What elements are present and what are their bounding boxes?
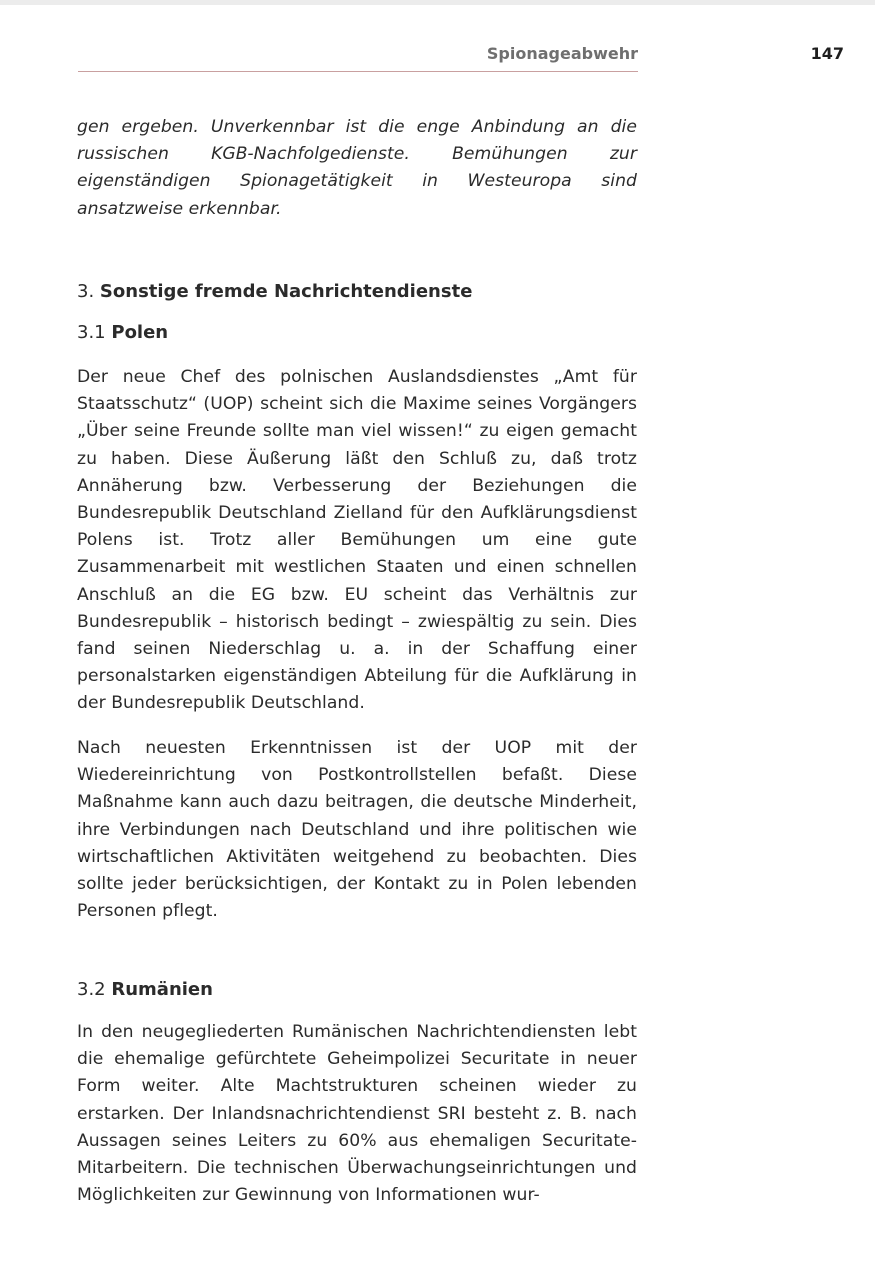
section-3-1-title: Polen xyxy=(111,322,169,343)
section-3-1-heading xyxy=(77,320,637,346)
section-3-1-paragraph-2: Nach neuesten Erkenntnissen ist der UOP mit der Wiedereinrichtung von Postkontrollstellen befaßt. Diese Maßnahme kann auch dazu beitragen, die deutsche Minderheit, ihre Verbindungen nach Deutschland und ihre politischen wie wirtschaftlichen Aktivitäten weitgehend zu beobachten. Dies sollte jeder berücksichtigen, der Kontakt zu in Polen lebenden Personen pflegt. xyxy=(77,738,637,922)
section-3-2-paragraph-block xyxy=(77,1019,637,1209)
section-3-1-heading-block xyxy=(77,320,637,346)
section-3-1-paragraph-2-block xyxy=(77,735,637,925)
intro-paragraph xyxy=(77,114,637,223)
section-3-title: Sonstige fremde Nachrichtendienste xyxy=(99,281,473,302)
section-3-1-paragraph-1-block xyxy=(77,364,637,718)
scan-top-edge xyxy=(0,0,875,5)
continuation-text: gen ergeben. Unverkennbar ist die enge Anbindung an die russischen KGB-Nachfolgedienste. Bemühungen zur eigenständigen Spionagetätigkeit in Westeuropa sind ansatzweise erkennbar. xyxy=(77,117,637,219)
section-3-2-number: 3.2 xyxy=(77,979,106,1000)
page-number: 147 xyxy=(810,44,844,63)
intro-block xyxy=(77,114,637,223)
section-3-2-heading-block xyxy=(77,977,637,1003)
section-3-heading-block xyxy=(77,279,637,305)
section-3-heading xyxy=(77,279,637,305)
section-3-2-title: Rumänien xyxy=(111,979,213,1000)
running-header-section-title: Spionageabwehr xyxy=(486,44,638,63)
header-rule xyxy=(78,71,638,72)
section-3-2-paragraph: In den neugegliederten Rumänischen Nachrichtendiensten lebt die ehemalige gefürchtete Geheimpolizei Securitate in neuer Form weiter. Alte Machtstrukturen scheinen wieder zu erstarken. Der Inlandsnachrichtendienst SRI besteht z. B. nach Aussagen seines Leiters zu 60% aus ehemaligen Securitate-Mitarbeitern. Die technischen Überwachungseinrichtungen und Möglichkeiten zur Gewinnung von Informationen wur- xyxy=(77,1022,637,1206)
running-header xyxy=(78,44,848,68)
section-3-1-number: 3.1 xyxy=(77,322,106,343)
section-3-number: 3. xyxy=(77,281,95,302)
section-3-1-paragraph-1: Der neue Chef des polnischen Auslandsdienstes „Amt für Staatsschutz“ (UOP) scheint sich die Maxime seines Vorgängers „Über seine Freunde sollte man viel wissen!“ zu eigen gemacht zu haben. Diese Äußerung läßt den Schluß zu, daß trotz Annäherung bzw. Verbesserung der Beziehungen die Bundesrepublik Deutschland Zielland für den Aufklärungsdienst Polens ist. Trotz aller Bemühungen um eine gute Zusammenarbeit mit westlichen Staaten und einen schnellen Anschluß an die EG bzw. EU scheint das Verhältnis zur Bundesrepublik – historisch bedingt – zwiespältig zu sein. Dies fand seinen Niederschlag u. a. in der Schaffung einer personalstarken eigenständigen Abteilung für die Aufklärung in der Bundesrepublik Deutschland. xyxy=(77,367,637,714)
section-3-2-heading xyxy=(77,977,637,1003)
